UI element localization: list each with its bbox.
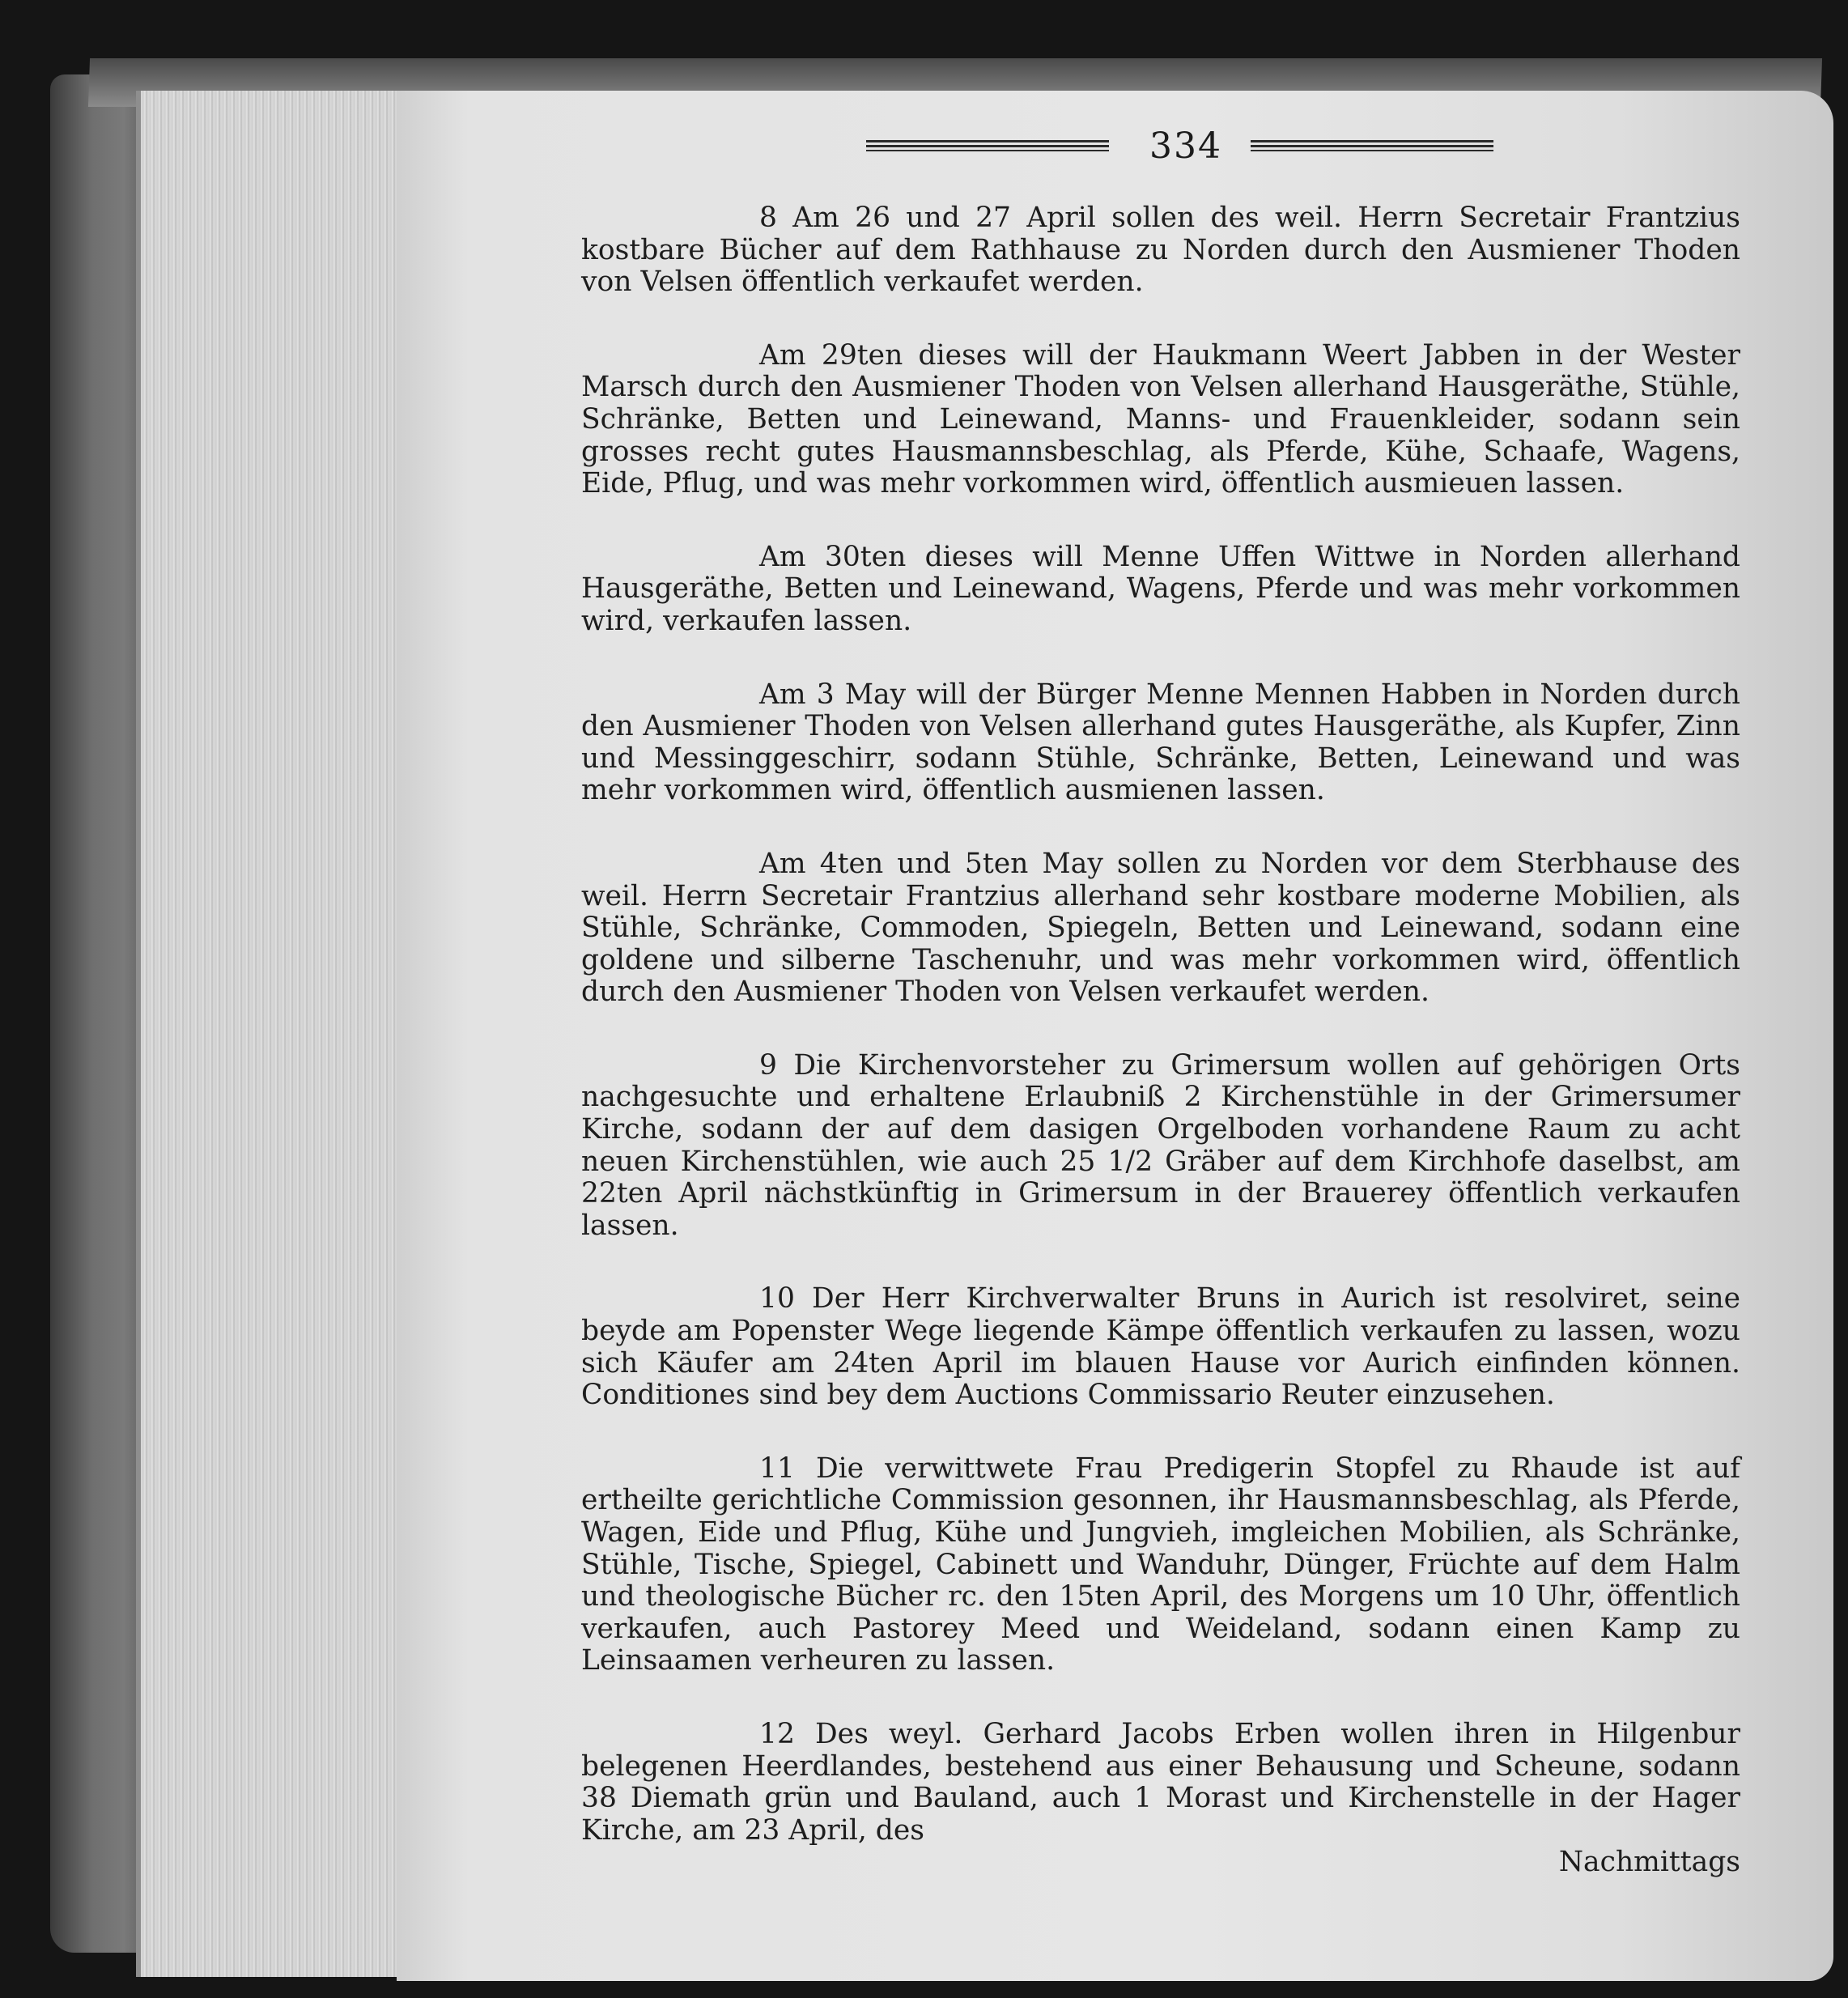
notice-paragraph: 10 Der Herr Kirchverwalter Bruns in Aurich ist resolviret, seine beyde am Popenster Wege liegende Kämpe öffentlich verkaufen zu lassen, wozu sich Käufer am 24ten April im blauen Hause vor Aurich einfinden können. Conditiones sind bey dem Auctions Commissario Reuter einzusehen. — [581, 1282, 1740, 1412]
notice-paragraph: Am 29ten dieses will der Haukmann Weert Jabben in der Wester Marsch durch den Ausmiener Thoden von Velsen allerhand Hausgeräthe, Stühle, Schränke, Betten und Leinewand, Manns- und Frauenkleider, sodann sein grosses recht gutes Hausmannsbeschlag, als Pferde, Kühe, Schaafe, Wagens, Eide, Pflug, und was mehr vorkommen wird, öffentlich ausmieuen lassen. — [581, 338, 1740, 500]
page-edges — [136, 91, 420, 1977]
page-number: 334 — [1149, 125, 1222, 167]
page-body — [581, 202, 1740, 1920]
catchword: Nachmittags — [1558, 1846, 1740, 1879]
header-rule-right — [1251, 140, 1493, 151]
notice-paragraph: 12 Des weyl. Gerhard Jacobs Erben wollen ihren in Hilgenbur belegenen Heerdlandes, bestehend aus einer Behausung und Scheune, sodann 38 Diemath grün und Bauland, auch 1 Morast und Kirchenstelle in der Hager Kirche, am 23 April, des — [581, 1717, 1740, 1847]
notice-paragraph: Am 3 May will der Bürger Menne Mennen Habben in Norden durch den Ausmiener Thoden von Velsen allerhand gutes Hausgeräthe, als Kupfer, Zinn und Messinggeschirr, sodann Stühle, Schränke, Betten, Leinewand und was mehr vorkommen wird, öffentlich ausmienen lassen. — [581, 678, 1740, 807]
notice-paragraph: 8 Am 26 und 27 April sollen des weil. Herrn Secretair Frantzius kostbare Bücher auf dem Rathhause zu Norden durch den Ausmiener Thoden von Velsen öffentlich verkaufet werden. — [581, 202, 1740, 299]
notice-paragraph: 9 Die Kirchenvorsteher zu Grimersum wollen auf gehörigen Orts nachgesuchte und erhaltene Erlaubniß 2 Kirchenstühle in der Grimersumer Kirche, sodann der auf dem dasigen Orgelboden vorhandene Raum zu acht neuen Kirchenstühlen, wie auch 25 1/2 Gräber auf dem Kirchhofe daselbst, am 22ten April nächstkünftig in Grimersum in der Brauerey öffentlich verkaufen lassen. — [581, 1048, 1740, 1242]
page-header — [866, 125, 1481, 174]
notice-paragraph: Am 4ten und 5ten May sollen zu Norden vor dem Sterbhause des weil. Herrn Secretair Frantzius allerhand sehr kostbare moderne Mobilien, als Stühle, Schränke, Commoden, Spiegeln, Betten und Leinewand, sodann eine goldene und silberne Taschenuhr, und was mehr vorkommen wird, öffentlich durch den Ausmiener Thoden von Velsen verkaufet werden. — [581, 847, 1740, 1009]
notice-paragraph: 11 Die verwittwete Frau Predigerin Stopfel zu Rhaude ist auf ertheilte gerichtliche Commission gesonnen, ihr Hausmannsbeschlag, als Pferde, Wagen, Eide und Pflug, Kühe und Jungvieh, imgleichen Mobilien, als Schränke, Stühle, Tische, Spiegel, Cabinett und Wanduhr, Dünger, Früchte auf dem Halm und theologische Bücher rc. den 15ten April, des Morgens um 10 Uhr, öffentlich verkaufen, auch Pastorey Meed und Weideland, sodann einen Kamp zu Leinsaamen verheuren zu lassen. — [581, 1452, 1740, 1677]
notice-paragraph: Am 30ten dieses will Menne Uffen Wittwe in Norden allerhand Hausgeräthe, Betten und Leinewand, Wagens, Pferde und was mehr vorkommen wird, verkaufen lassen. — [581, 540, 1740, 637]
header-rule-left — [866, 140, 1109, 151]
